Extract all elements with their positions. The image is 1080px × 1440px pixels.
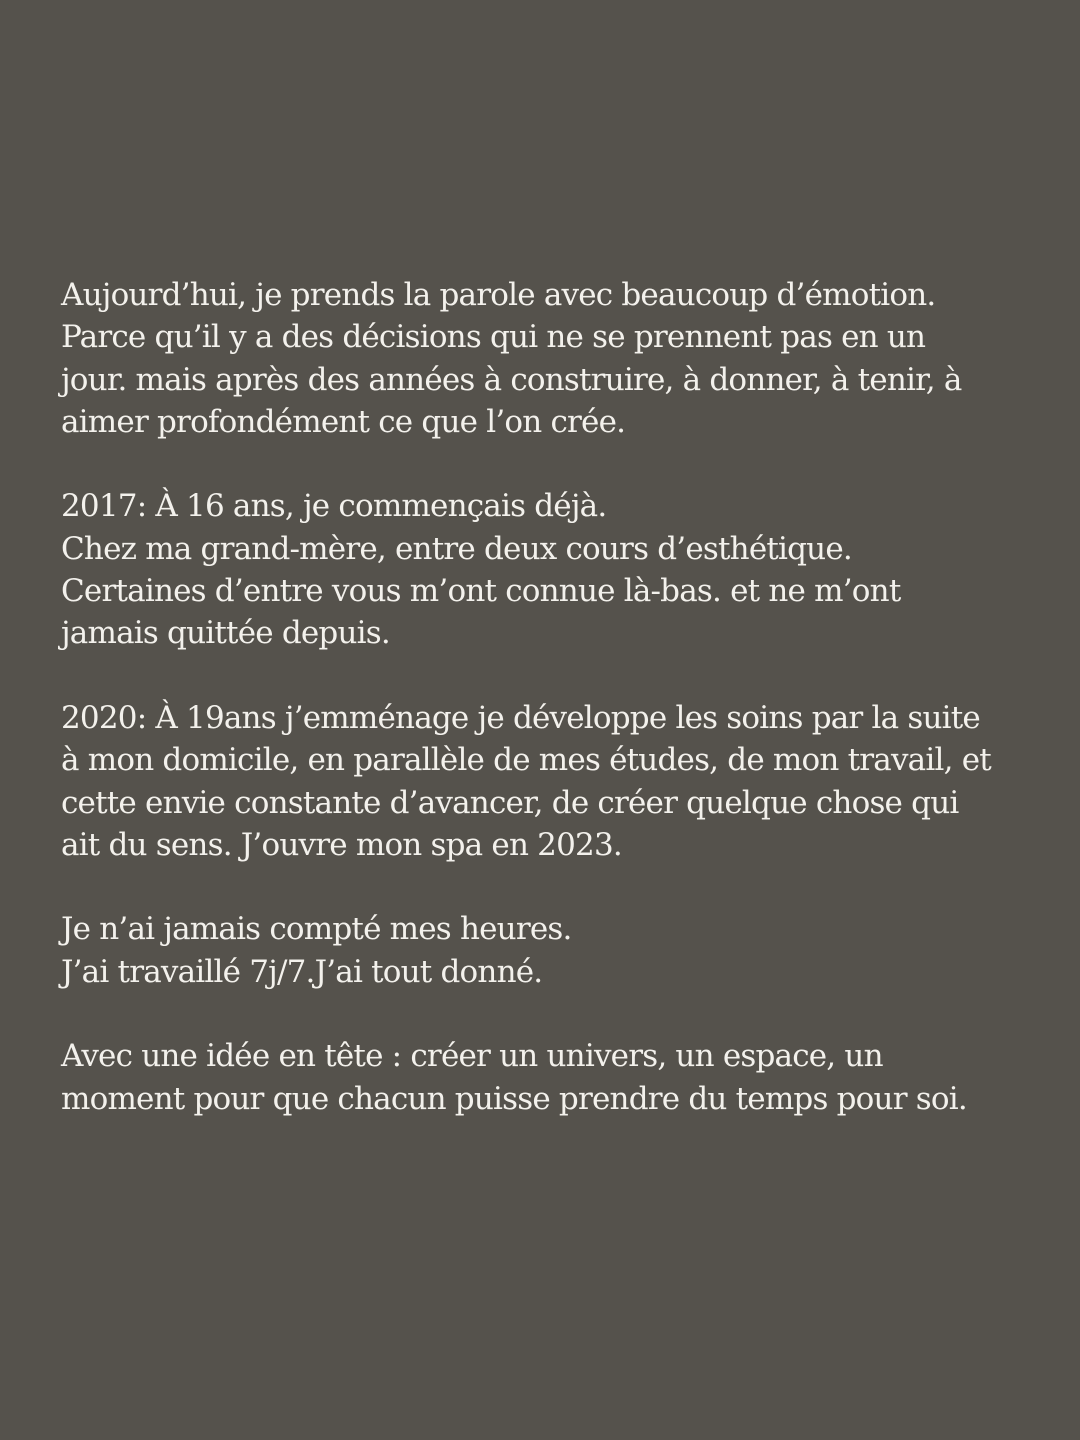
text-line: ait du sens. J’ouvre mon spa en 2023.	[61, 826, 622, 863]
story-text	[61, 274, 1051, 1120]
text-line: Je n’ai jamais compté mes heures.	[61, 911, 572, 948]
text-line: J’ai travaillé 7j/7.J’ai tout donné.	[61, 953, 543, 990]
paragraph-2020	[61, 697, 1051, 866]
text-line: 2017: À 16 ans, je commençais déjà.	[61, 488, 607, 525]
text-line: Aujourd’hui, je prends la parole avec beaucoup d’émotion.	[61, 277, 936, 313]
text-line: aimer profondément ce que l’on crée.	[61, 403, 626, 440]
text-line: jour. mais après des années à construire, à donner, à tenir, à	[61, 361, 962, 398]
text-line: Certaines d’entre vous m’ont connue là-bas. et ne m’ont	[61, 573, 901, 610]
paragraph-intro	[61, 274, 1051, 443]
text-line: cette envie constante d’avancer, de créer quelque chose qui	[61, 784, 959, 821]
text-line: jamais quittée depuis.	[61, 615, 390, 652]
text-line: Avec une idée en tête : créer un univers, un espace, un	[61, 1038, 883, 1075]
paragraph-2017	[61, 485, 1051, 654]
text-line: Parce qu’il y a des décisions qui ne se prennent pas en un	[61, 319, 926, 356]
paragraph-hours	[61, 908, 1051, 993]
text-line: Chez ma grand-mère, entre deux cours d’esthétique.	[61, 530, 852, 567]
text-line: moment pour que chacun puisse prendre du temps pour soi.	[61, 1080, 967, 1117]
text-line: 2020: À 19ans j’emménage je développe les soins par la suite	[61, 699, 980, 736]
text-line: à mon domicile, en parallèle de mes études, de mon travail, et	[61, 742, 991, 779]
paragraph-idea	[61, 1035, 1051, 1120]
